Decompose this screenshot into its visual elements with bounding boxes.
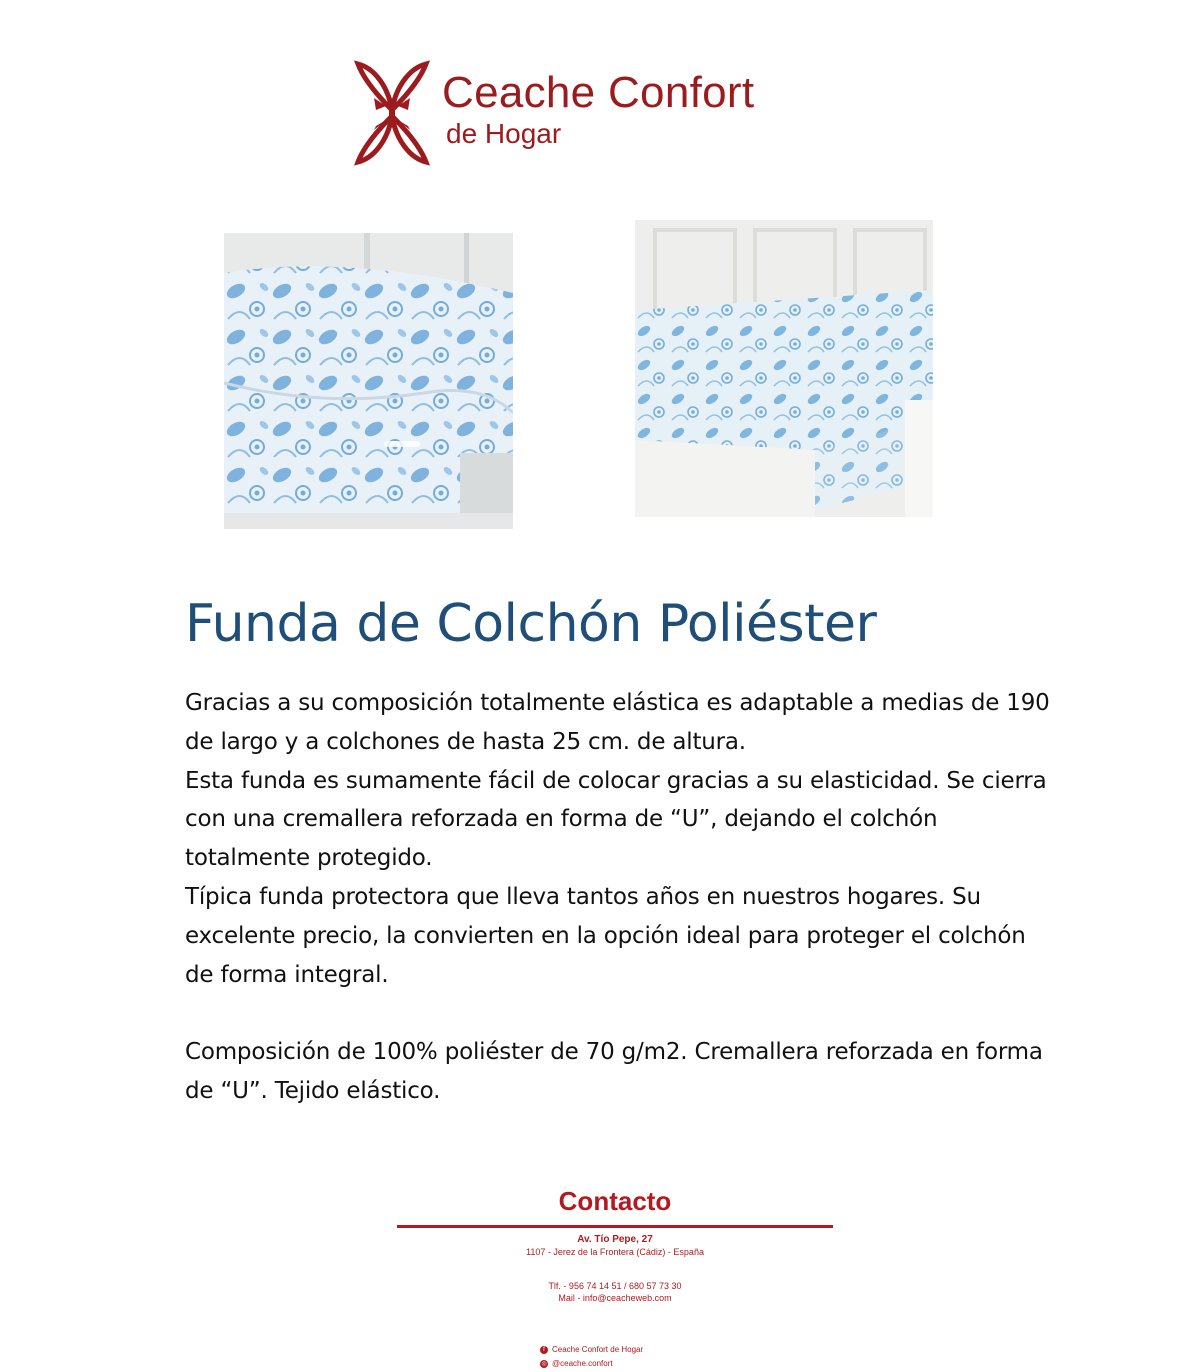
product-description [185,684,1055,1111]
contact-phone: Tlf. - 956 74 14 51 / 680 57 73 30 [548,1281,682,1291]
contact-section [397,1186,833,1304]
facebook-label: Ceache Confort de Hogar [552,1345,644,1354]
brand-name: Ceache Confort [442,68,755,117]
facebook-link[interactable] [540,1343,643,1357]
brand-logo [352,58,812,168]
description-paragraph: Típica funda protectora que lleva tantos años en nuestros hogares. Su excelente precio, la convierten en la opción ideal para proteger el colchón de forma integral. [185,883,1026,988]
description-paragraph: Esta funda es sumamente fácil de colocar gracias a su elasticidad. Se cierra con una cremallera reforzada en forma de “U”, dejando el colchón totalmente protegido. [185,767,1047,872]
contact-email: Mail - info@ceacheweb.com [558,1293,672,1303]
contact-address-line2: 1107 - Jerez de la Frontera (Cádiz) - España [526,1247,704,1257]
facebook-icon: f [540,1346,548,1354]
mattress-cover-closeup-photo [224,233,513,529]
instagram-link[interactable] [540,1357,643,1371]
brand-subtitle: de Hogar [446,118,562,149]
mattress-cover-bed-photo [635,220,933,517]
instagram-label: @ceache.confort [552,1359,613,1368]
instagram-icon: ◎ [541,1361,547,1367]
paragraph-spacer [185,994,1055,1033]
composition-paragraph: Composición de 100% poliéster de 70 g/m2. Cremallera reforzada en forma de “U”. Tejido elástico. [185,1039,1043,1104]
contact-divider [397,1225,833,1228]
contact-title: Contacto [558,1186,672,1216]
social-links [540,1343,643,1371]
product-title: Funda de Colchón Poliéster [185,594,877,654]
contact-address-line1: Av. Tío Pepe, 27 [577,1234,653,1245]
description-paragraph: Gracias a su composición totalmente elástica es adaptable a medias de 190 de largo y a colchones de hasta 25 cm. de altura. [185,690,1050,755]
butterfly-logo-icon [352,58,432,168]
